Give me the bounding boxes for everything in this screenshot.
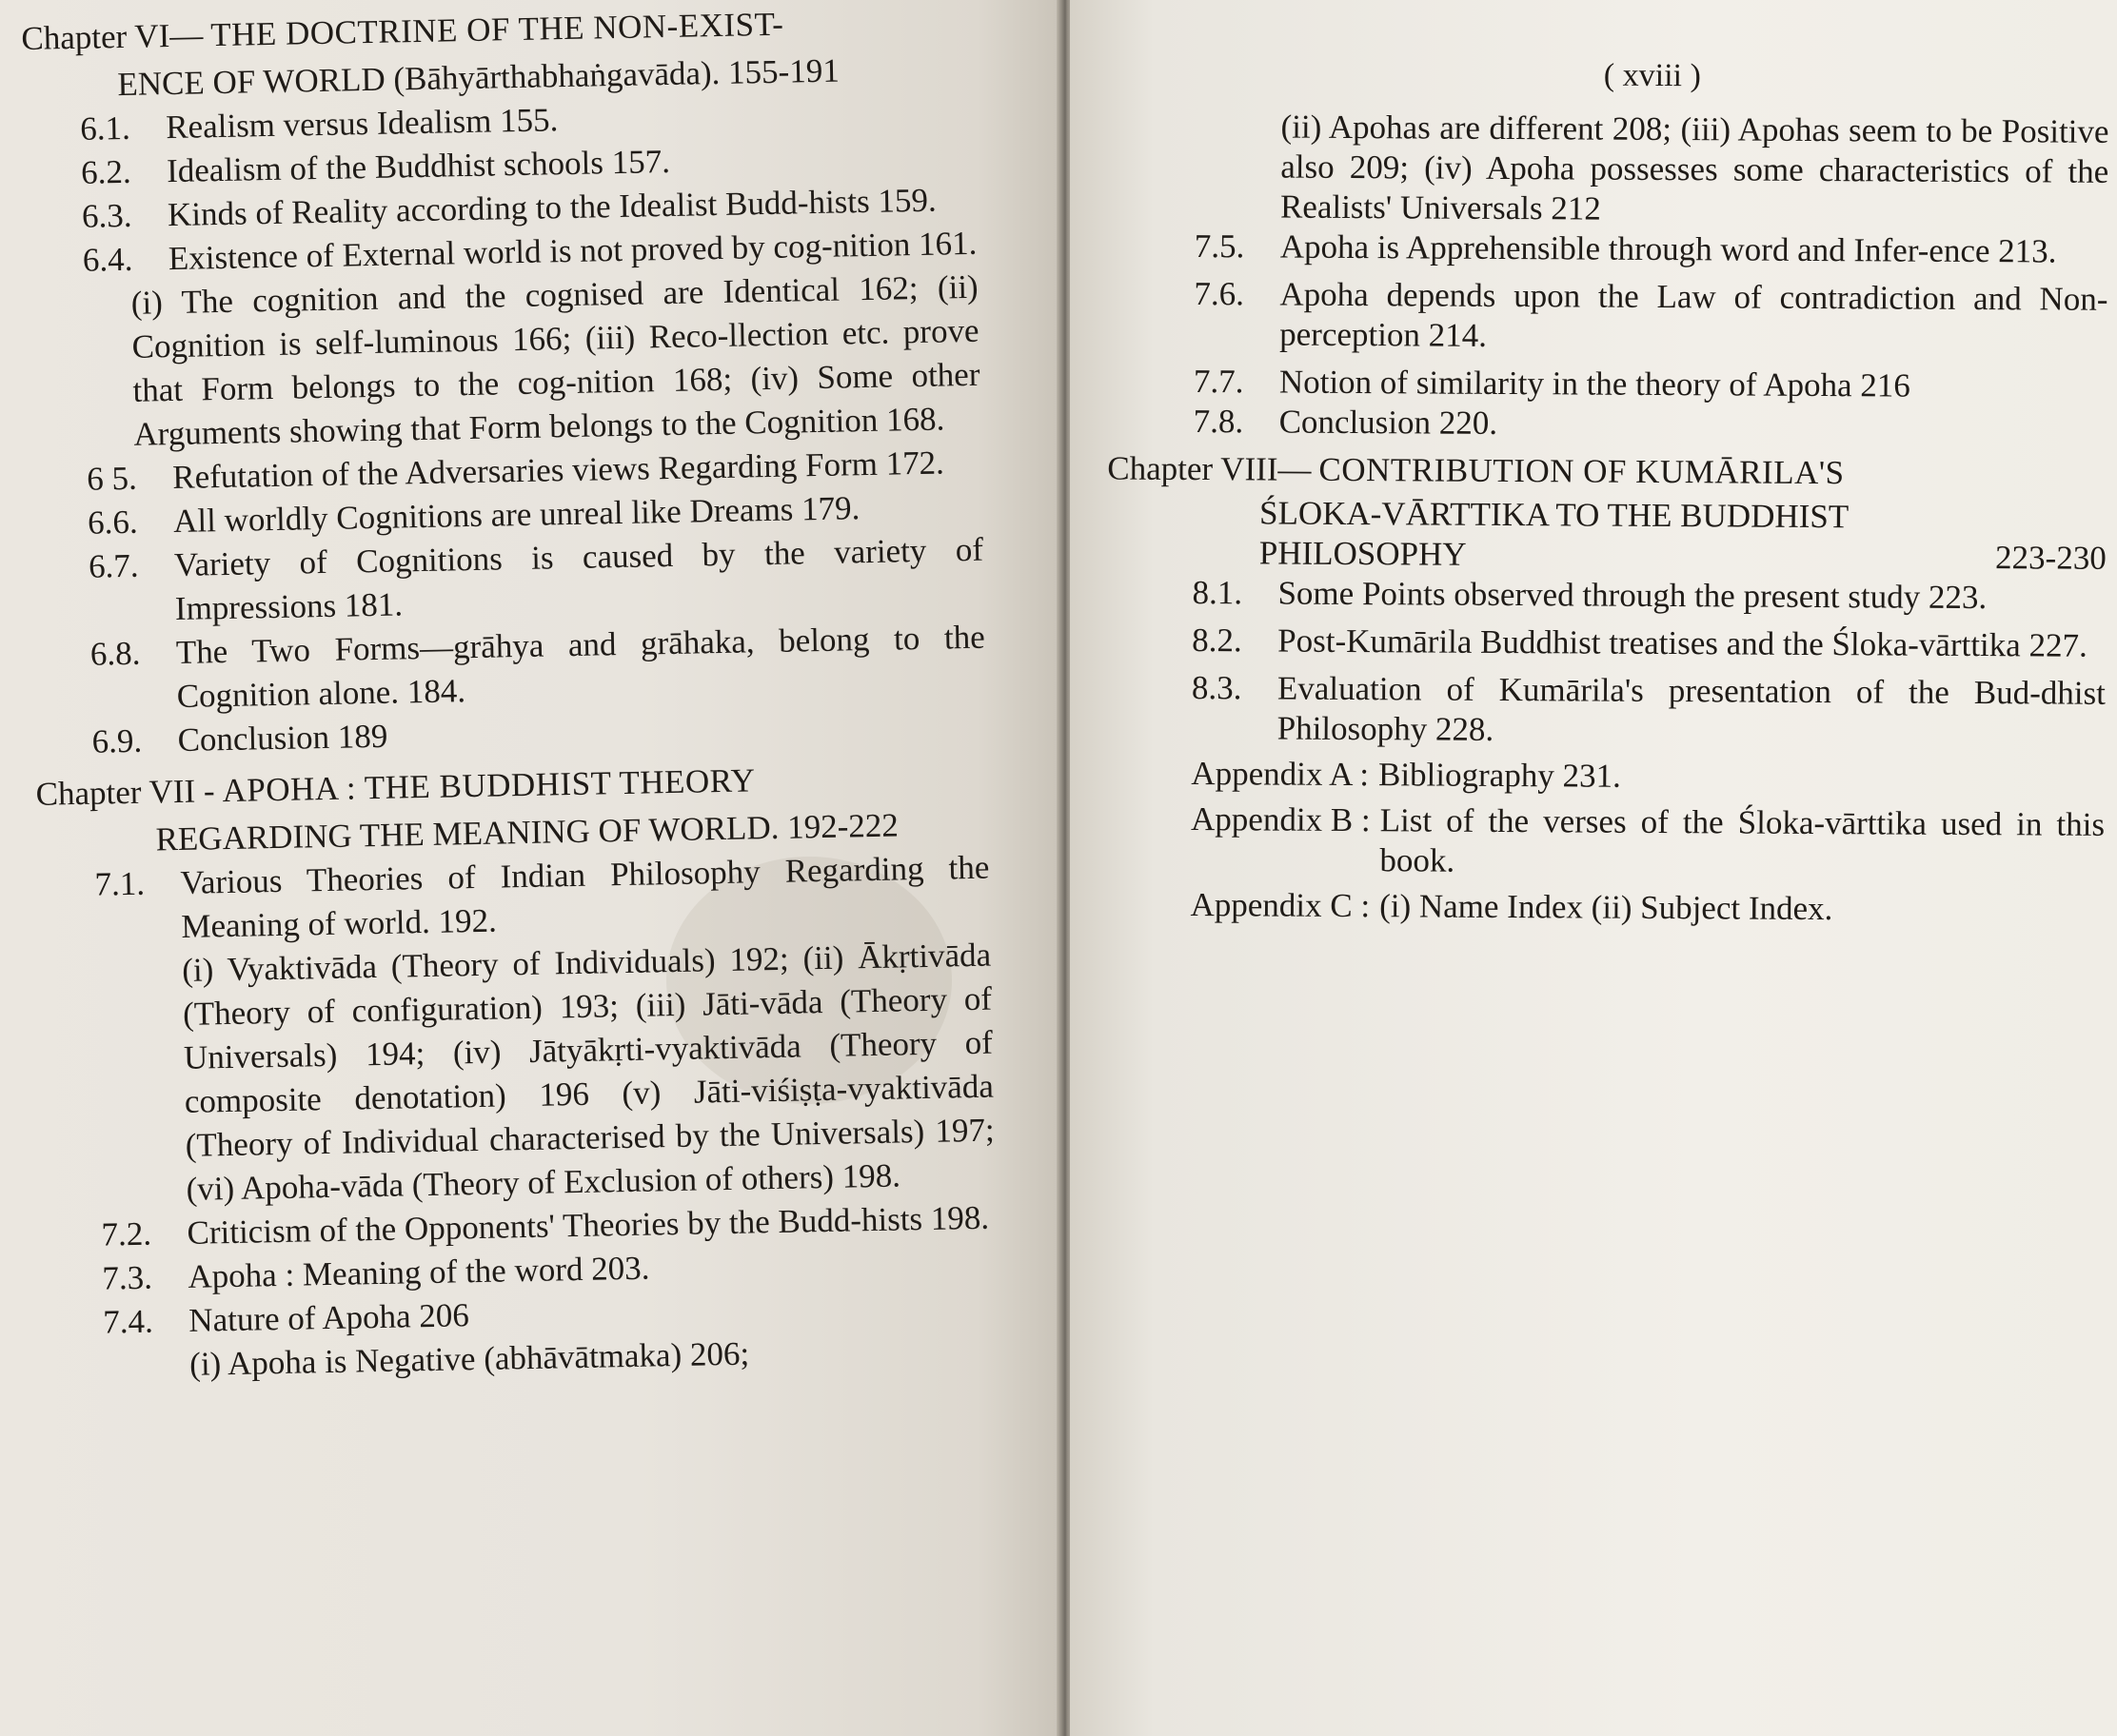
- sub-entry: (i) Apoha is Negative (abhāvātmaka) 206;: [188, 1334, 750, 1383]
- chapter-title-cont: PHILOSOPHY: [1258, 534, 1467, 573]
- entry-text: All worldly Cognitions are unreal like Dreams 179.: [172, 489, 861, 541]
- toc-entry: [1192, 573, 2106, 619]
- chapter-8-entries: [1192, 573, 2107, 754]
- entry-number: 7.7.: [1193, 362, 1244, 401]
- toc-entry: [1195, 227, 2108, 272]
- entry-number: 6.9.: [91, 721, 143, 760]
- entry-text: Idealism of the Buddhist schools 157.: [166, 142, 671, 190]
- toc-entry: [89, 616, 986, 720]
- entry-text: Nature of Apoha 206: [188, 1296, 470, 1339]
- entry-number: 6.1.: [79, 108, 131, 148]
- entry-text: Some Points observed through the present study 223.: [1277, 574, 1988, 617]
- toc-entry: [1192, 668, 2106, 754]
- chapter-title-cont: ŚLOKA-VĀRTTIKA TO THE BUDDHIST: [1258, 494, 1850, 536]
- chapter-title-last: [1107, 532, 2107, 578]
- right-page: [1070, 0, 2117, 1736]
- entry-text: Kinds of Reality according to the Idealist Budd-hists 159.: [167, 181, 938, 234]
- entry-text: Apoha depends upon the Law of contradiction and Non-perception 214.: [1279, 275, 2108, 354]
- toc-entry: [1192, 621, 2106, 666]
- entry-text: Realism versus Idealism 155.: [165, 101, 559, 147]
- entry-text: Variety of Cognitions is caused by the variety of Impressions 181.: [173, 530, 984, 628]
- entry-number: 7.6.: [1194, 274, 1245, 313]
- appendix-text: List of the verses of the Śloka-vārttika used in this book.: [1379, 801, 2106, 879]
- sub-entry: (ii) Apohas are different 208; (iii) Apohas seem to be Positive also 209; (iv) Apoha possesses some characteristics of the Realists' Universals 212: [1279, 108, 2109, 227]
- entry-number: 7.5.: [1194, 227, 1245, 266]
- chapter-7-entries: [37, 846, 999, 1390]
- toc-entry: [89, 528, 985, 633]
- sub-entry: (i) The cognition and the cognised are Identical 162; (ii) Cognition is self-luminous 166; (iii) Reco-llection etc. prove that Form belongs to the cog-nition 168; (iv) Some other Arguments showing that Form belongs to the Cognition 168.: [130, 267, 980, 453]
- entry-number: 6.4.: [82, 240, 133, 279]
- chapter-title-cont: REGARDING THE MEANING OF WORLD. 192-222: [155, 806, 900, 858]
- entry-number: 7.4.: [102, 1302, 154, 1341]
- chapter-label: Chapter VI—: [21, 16, 204, 57]
- chapter-title-cont: ENCE OF WORLD (Bāhyārthabhaṅgavāda). 155-191: [116, 51, 841, 104]
- entry-number: 6.8.: [89, 634, 141, 673]
- entry-number: 8.2.: [1192, 621, 1242, 660]
- entry-number: 8.3.: [1191, 668, 1242, 707]
- chapter-title: CONTRIBUTION OF KUMĀRILA'S: [1318, 450, 1845, 492]
- entry-text: Notion of similarity in the theory of Apoha 216: [1278, 363, 1910, 404]
- entry-number: 6.2.: [80, 152, 132, 191]
- entry-number: 7.2.: [101, 1214, 152, 1253]
- right-page-content: [1107, 53, 2109, 931]
- chapter-6-entries: [23, 90, 987, 765]
- toc-entry: [1194, 402, 2107, 447]
- chapter-title: THE DOCTRINE OF THE NON-EXIST-: [209, 5, 784, 54]
- entry-text: Refutation of the Adversaries views Regarding Form 172.: [171, 444, 945, 497]
- entry-number: 6.3.: [81, 196, 132, 235]
- entry-text: Post-Kumārila Buddhist treatises and the Śloka-vārttika 227.: [1277, 621, 2087, 664]
- entry-text: Existence of External world is not proved by cog-nition 161.: [168, 224, 978, 278]
- toc-entry: [1194, 274, 2107, 360]
- entry-text: Apoha : Meaning of the word 203.: [188, 1249, 650, 1295]
- entry-number: 6 5.: [86, 459, 138, 498]
- entry-text: Conclusion 189: [177, 717, 388, 759]
- appendix-c: [1190, 885, 2104, 931]
- entry-text: Apoha is Apprehensible through word and Infer-ence 213.: [1279, 227, 2057, 270]
- appendix-text: Bibliography 231.: [1377, 756, 1621, 795]
- chapter-title: APOHA : THE BUDDHIST THEORY: [222, 761, 756, 810]
- toc-entry: [1194, 362, 2107, 407]
- chapter-label: Chapter VII -: [35, 772, 215, 813]
- entry-text: Evaluation of Kumārila's presentation of the Bud-dhist Philosophy 228.: [1276, 669, 2107, 748]
- entry-number: 7.8.: [1193, 402, 1244, 441]
- left-page-content: [21, 0, 999, 1390]
- toc-entry: [94, 846, 991, 951]
- entry-text: Various Theories of Indian Philosophy Regarding the Meaning of world. 192.: [180, 848, 990, 945]
- entry-text: The Two Forms—grāhya and grāhaka, belong to the Cognition alone. 184.: [175, 618, 986, 715]
- appendix-label: Appendix B :: [1190, 799, 1371, 839]
- appendix-label: Appendix C :: [1190, 885, 1371, 925]
- chapter-label: Chapter VIII—: [1107, 449, 1312, 488]
- appendices: [1190, 754, 2105, 931]
- entry-number: 7.3.: [102, 1258, 153, 1297]
- entry-number: 7.1.: [94, 864, 146, 903]
- appendix-text: (i) Name Index (ii) Subject Index.: [1379, 887, 1833, 928]
- page-number: ( xviii ): [1603, 57, 1701, 94]
- entry-number: 8.1.: [1192, 573, 1243, 612]
- chapter-7-entries-cont: [1194, 227, 2108, 447]
- chapter-8-heading: [1107, 448, 2107, 578]
- chapter-pages: 223-230: [1995, 539, 2107, 577]
- entry-number: 6.6.: [87, 503, 139, 542]
- entry-number: 6.7.: [88, 546, 139, 585]
- entry-text: Conclusion 220.: [1278, 403, 1498, 442]
- sub-entry: (i) Vyaktivāda (Theory of Individuals) 192; (ii) Ākṛtivāda (Theory of configuration) 193; (iii) Jāti-vāda (Theory of Universals) 194; (iv) Jātyākṛti-vyaktivāda (Theory of composite denotation) 196 (v) Jāti-viśiṣṭa-vyaktivāda (Theory of Individual characterised by the Universals) 197; (vi) Apoha-vāda (Theory of Exclusion of others) 198.: [181, 936, 996, 1208]
- entry-text: Criticism of the Opponents' Theories by the Budd-hists 198.: [187, 1198, 990, 1252]
- appendix-a: [1191, 754, 2105, 799]
- appendix-b: [1191, 799, 2105, 885]
- appendix-label: Appendix A :: [1191, 754, 1370, 794]
